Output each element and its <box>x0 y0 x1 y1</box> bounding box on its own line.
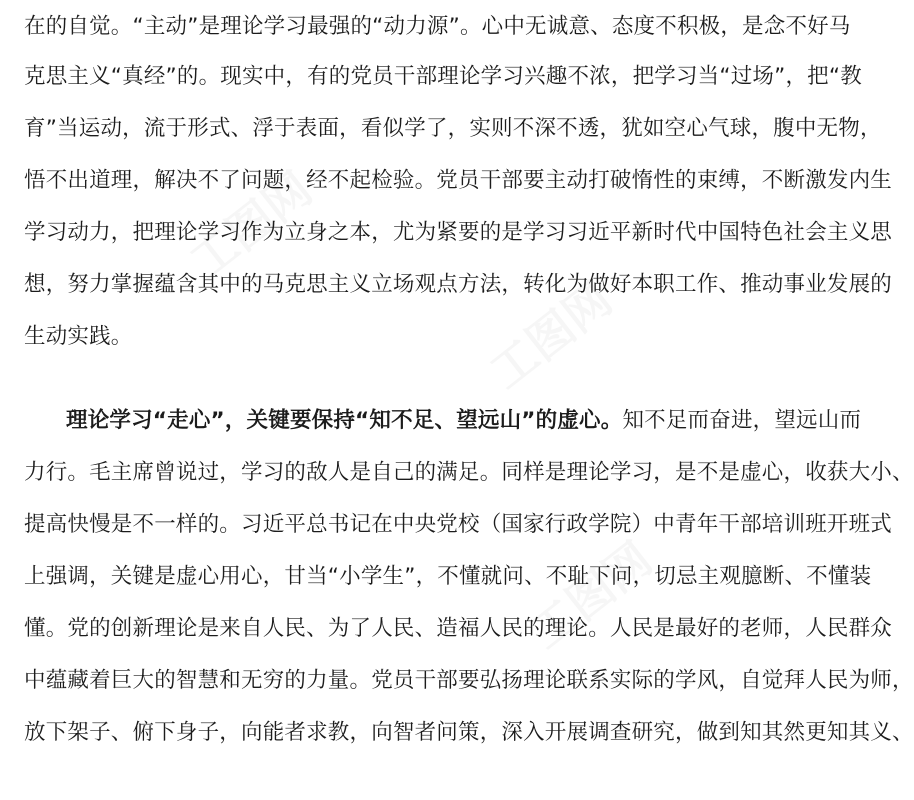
watermark: 工图网 <box>479 271 622 400</box>
text-line: 在的自觉。“主动”是理论学习最强的“动力源”。心中无诚意、态度不积极，是念不好马 <box>24 14 851 39</box>
text-line: 知不足而奋进，望远山而 <box>622 408 862 433</box>
paragraph-heading: 理论学习“走心”，关键要保持“知不足、望远山”的虚心。 <box>66 408 623 433</box>
text-line: 力行。毛主席曾说过，学习的敌人是自己的满足。同样是理论学习，是不是虚心，收获大小、 <box>24 460 914 485</box>
text-line: 生动实践。 <box>24 324 133 349</box>
text-line: 放下架子、俯下身子，向能者求教，向智者问策，深入开展调查研究，做到知其然更知其义、 <box>24 720 914 745</box>
text-line: 懂。党的创新理论是来自人民、为了人民、造福人民的理论。人民是最好的老师，人民群众 <box>24 616 893 641</box>
text-line: 悟不出道理，解决不了问题，经不起检验。党员干部要主动打破惰性的束缚，不断激发内生 <box>24 168 893 193</box>
text-line: 育”当运动，流于形式、浮于表面，看似学了，实则不深不透，犹如空心气球，腹中无物， <box>24 116 882 141</box>
text-line: 克思主义“真经”的。现实中，有的党员干部理论学习兴趣不浓，把学习当“过场”，把“教 <box>24 64 862 89</box>
text-line: 学习动力，把理论学习作为立身之本，尤为紧要的是学习习近平新时代中国特色社会主义思 <box>24 220 893 245</box>
text-line: 想，努力掌握蕴含其中的马克思主义立场观点方法，转化为做好本职工作、推动事业发展的 <box>24 272 893 297</box>
paragraph-first-line <box>66 406 862 436</box>
text-line: 中蕴藏着巨大的智慧和无穷的力量。党员干部要弘扬理论联系实际的学风，自觉拜人民为师， <box>24 668 914 693</box>
text-line: 上强调，关键是虚心用心，甘当“小学生”，不懂就问、不耻下问，切忌主观臆断、不懂装 <box>24 564 872 589</box>
text-line: 提高快慢是不一样的。习近平总书记在中央党校（国家行政学院）中青年干部培训班开班式 <box>24 512 893 537</box>
watermark: 工图网 <box>179 161 322 290</box>
watermark: 工图网 <box>519 531 662 660</box>
